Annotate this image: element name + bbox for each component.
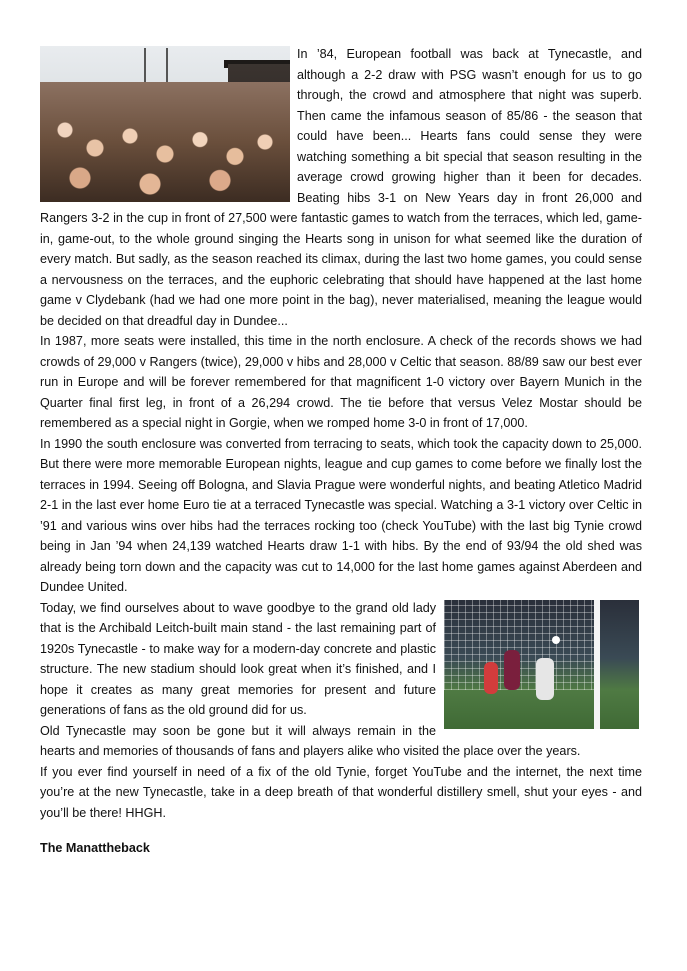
- article-page: [40, 44, 642, 858]
- crowd-terrace: [40, 82, 290, 202]
- author-signoff: The Manattheback: [40, 841, 150, 855]
- player-figure: [484, 662, 498, 694]
- article-paragraph: In 1987, more seats were installed, this time in the north enclosure. A check of the records shows we had crowds of 29,000 v Rangers (twice), 29,000 v hibs and 28,000 v Celtic that season. 88/89 saw our best ever run in Europe and will be forever remembered for that magnificent 1-0 victory over Bayern Munich in the Quarter final first leg, in front of a 26,294 crowd. The tie before that versus Velez Mostar should be remembered as a special night in Gorgie, when we romped home 3-0 in front of 17,000.: [40, 334, 642, 430]
- article-paragraph: If you ever find yourself in need of a fix of the old Tynie, forget YouTube and the internet, the next time you’re at the new Tynecastle, take in a deep breath of that wonderful distillery smell, shut your eyes - and you’ll be there! HHGH.: [40, 764, 642, 820]
- goal-post: [594, 600, 600, 729]
- player-figure: [504, 650, 520, 690]
- article-paragraph: In 1990 the south enclosure was converted from terracing to seats, which took the capacity down to 25,000. But there were more memorable European nights, league and cup games to come before we finally lost the terraces in 1994. Seeing off Bologna, and Slavia Prague were wonderful nights, and beating Atletico Madrid 2-1 in the last ever home Euro tie at a terraced Tynecastle was special. Watching a 3-1 victory over Celtic in ’91 and various wins over hibs had the terraces rocking too (check YouTube) with the last big Tynie crowd being in Jan ’94 when 24,139 watched Hearts draw 1-1 with hibs. By the end of 93/94 the old shed was already being torn down and the capacity was cut to 14,000 for the last home games against Aberdeen and Dundee United.: [40, 436, 642, 594]
- goal-photo: [444, 600, 639, 729]
- paragraph-text: In ’84, European football was back at Tynecastle, and although a 2-2 draw with PSG wasn’t enough for us to go through, the crowd and atmosphere that night was superb. Then came the infamous season of 85/86 - the season that could have been... Hearts fans could sense they were watching something a bit special that season resulting in the average crowd growing higher than it been for decades. Beating hibs 3-1 on New Years day in front 26,000 and Rangers 3-2 in the cup in front of 27,500 were fantastic games to watch from the terraces, which led, game-in, game-out, to the whole ground singing the Hearts song in unison for what seemed like the duration of every match. But sadly, as the season reached its climax, during the last two home games, you could sense a nervousness on the terraces, and the euphoric celebrating that should have happened at the last home game v Clydebank (had we had one more point in the bag), never materialised, meaning the league would be decided on that dreadful day in Dundee...: [40, 47, 642, 328]
- article-paragraph: [40, 44, 642, 331]
- football: [552, 636, 560, 644]
- crowd-photo: [40, 46, 290, 202]
- article-paragraph: Old Tynecastle may soon be gone but it will always remain in the hearts and memories of thousands of fans and players alike who visited the place over the years.: [40, 723, 581, 758]
- article-paragraph: [40, 598, 642, 721]
- paragraph-text: Today, we find ourselves about to wave goodbye to the grand old lady that is the Archibald Leitch-built main stand - the last remaining part of 1920s Tynecastle - to make way for a modern-day concrete and plastic structure. The new stadium should look great when it’s finished, and I hope it creates as many great memories for present and future generations of fans as the old ground did for us.: [40, 600, 436, 717]
- player-figure: [536, 658, 554, 700]
